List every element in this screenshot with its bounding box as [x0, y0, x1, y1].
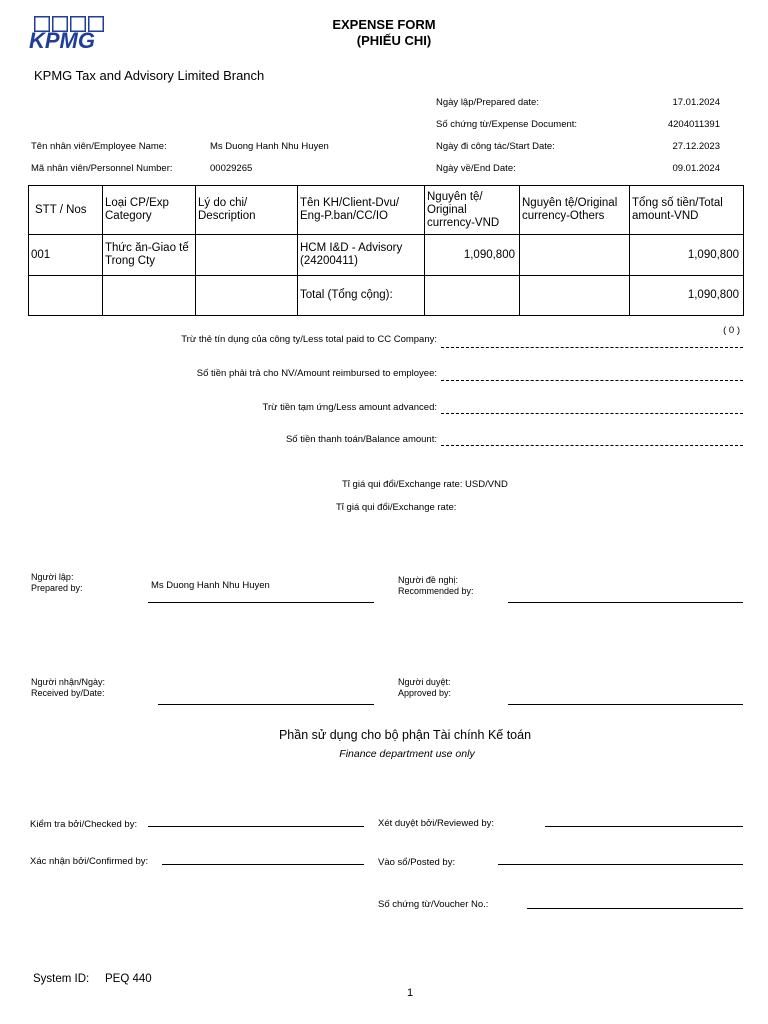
balance-label: Số tiền thanh toán/Balance amount:: [285, 434, 437, 445]
start-date-value: 27.12.2023: [672, 141, 720, 152]
column-header: STT / Nos: [29, 186, 103, 235]
prepared-by-label-vn: Người lập:: [31, 572, 74, 582]
table-row: [29, 235, 744, 276]
confirmed-by-label: Xác nhận bởi/Confirmed by:: [30, 856, 149, 867]
checked-by-label: Kiểm tra bởi/Checked by:: [30, 819, 138, 830]
total-value: 1,090,800: [630, 276, 744, 316]
expense-document-label: Số chứng từ/Expense Document:: [436, 119, 578, 130]
end-date-label: Ngày về/End Date:: [436, 163, 516, 174]
less-cc-line: [441, 347, 743, 348]
personnel-number-label: Mã nhân viên/Personnel Number:: [31, 163, 173, 174]
approved-by-label-en: Approved by:: [398, 688, 452, 698]
column-header: Nguyên tệ/Original currency-Others: [520, 186, 630, 235]
end-date-value: 09.01.2024: [672, 163, 720, 174]
received-by-label-en: Received by/Date:: [31, 688, 105, 698]
personnel-number-value: 00029265: [210, 163, 253, 174]
employee-name-value: Ms Duong Hanh Nhu Huyen: [210, 141, 329, 152]
column-header: Tên KH/Client-Dvu/ Eng-P.ban/CC/IO: [298, 186, 425, 235]
table-header-row: [29, 186, 744, 235]
advanced-line: [441, 413, 743, 414]
column-header: Loại CP/Exp Category: [103, 186, 196, 235]
prepared-by-name: Ms Duong Hanh Nhu Huyen: [151, 580, 270, 591]
approved-by-label-vn: Người duyệt:: [398, 677, 451, 687]
row-category: Thức ăn-Giao tế Trong Cty: [103, 235, 196, 276]
recommended-by-label-vn: Người đề nghị:: [398, 575, 458, 585]
system-id-label: System ID:: [33, 973, 90, 985]
finance-section-subtitle: Finance department use only: [339, 748, 475, 760]
approved-by-line: [508, 704, 743, 705]
page-number: 1: [407, 987, 414, 999]
company-name: KPMG Tax and Advisory Limited Branch: [34, 68, 265, 83]
received-by-line: [158, 704, 374, 705]
system-id-value: PEQ 440: [105, 973, 152, 985]
voucher-number-line: [527, 908, 743, 909]
reviewed-by-line: [545, 826, 743, 827]
expense-document-value: 4204011391: [667, 119, 720, 130]
prepared-by-label-en: Prepared by:: [31, 583, 83, 593]
recommended-by-line: [508, 602, 743, 603]
column-header: Tổng số tiền/Total amount-VND: [630, 186, 744, 235]
column-header: Lý do chi/ Description: [196, 186, 298, 235]
expense-table: [28, 185, 744, 316]
balance-line: [441, 445, 743, 446]
less-cc-label: Trừ thẻ tín dụng của công ty/Less total paid to CC Company:: [181, 334, 437, 345]
row-amount-others: [520, 235, 630, 276]
voucher-number-label: Số chứng từ/Voucher No.:: [378, 899, 489, 910]
received-by-label-vn: Người nhận/Ngày:: [31, 677, 105, 687]
table-total-row: [29, 276, 744, 316]
exchange-rate-usd: Tỉ giá qui đổi/Exchange rate: USD/VND: [342, 479, 508, 490]
row-amount-vnd: 1,090,800: [425, 235, 520, 276]
reimbursed-line: [441, 380, 743, 381]
kpmg-logo-text: KPMG: [29, 28, 95, 52]
reviewed-by-label: Xét duyệt bởi/Reviewed by:: [378, 818, 495, 829]
total-label: Total (Tổng cộng):: [298, 276, 425, 316]
exchange-rate-other: Tỉ giá qui đổi/Exchange rate:: [336, 502, 457, 513]
checked-by-line: [148, 826, 364, 827]
form-subtitle: (PHIẾU CHI): [356, 33, 432, 48]
less-cc-value: ( 0 ): [723, 325, 740, 336]
prepared-date-label: Ngày lập/Prepared date:: [436, 97, 539, 108]
confirmed-by-line: [162, 864, 364, 865]
row-total: 1,090,800: [630, 235, 744, 276]
advanced-label: Trừ tiền tạm ứng/Less amount advanced:: [262, 402, 437, 413]
recommended-by-label-en: Recommended by:: [398, 586, 474, 596]
prepared-date-value: 17.01.2024: [672, 97, 720, 108]
form-title: EXPENSE FORM: [332, 17, 436, 32]
employee-name-label: Tên nhân viên/Employee Name:: [31, 141, 167, 152]
row-nos: 001: [29, 235, 103, 276]
row-description: [196, 235, 298, 276]
posted-by-line: [498, 864, 743, 865]
prepared-by-line: [148, 602, 374, 603]
row-client: HCM I&D - Advisory (24200411): [298, 235, 425, 276]
start-date-label: Ngày đi công tác/Start Date:: [436, 141, 555, 152]
column-header: Nguyên tệ/ Original currency-VND: [425, 186, 520, 235]
posted-by-label: Vào sổ/Posted by:: [378, 857, 456, 868]
reimbursed-label: Số tiền phải trả cho NV/Amount reimbursed to employee:: [196, 368, 437, 379]
finance-section-title: Phần sử dụng cho bộ phận Tài chính Kế toán: [278, 728, 532, 742]
